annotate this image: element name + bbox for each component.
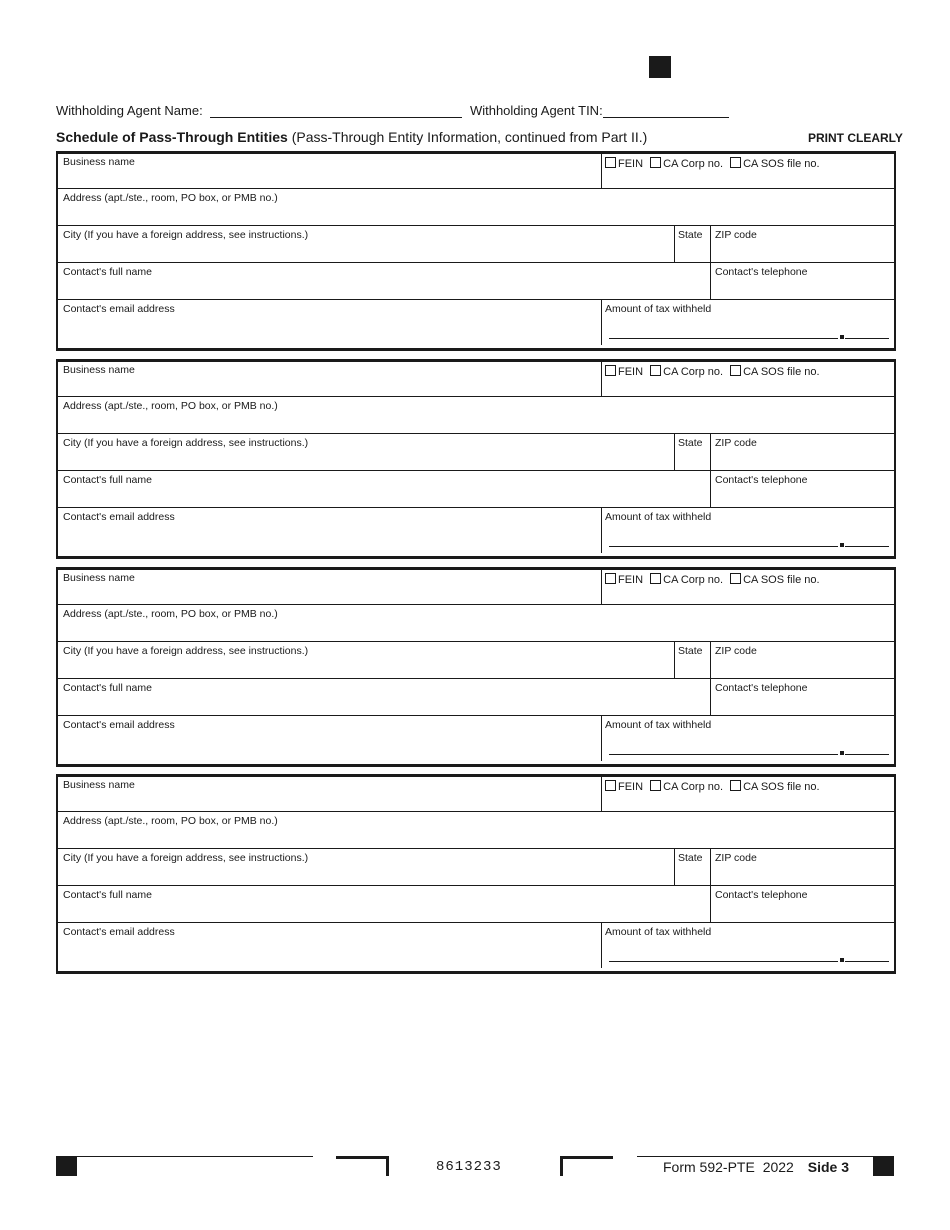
id-type-checkboxes xyxy=(602,777,894,811)
amount-dollars-line xyxy=(609,338,838,339)
registration-mark-bottom-right xyxy=(873,1156,894,1176)
contact-name-label: Contact's full name xyxy=(63,474,152,486)
state-field[interactable] xyxy=(675,434,710,470)
address-label: Address (apt./ste., room, PO box, or PMB no.) xyxy=(63,608,278,620)
city-label: City (If you have a foreign address, see instructions.) xyxy=(63,645,309,657)
fein-label: FEIN xyxy=(618,366,644,378)
ca-corp-checkbox[interactable] xyxy=(650,157,661,168)
zip-label: ZIP code xyxy=(715,645,757,657)
state-field[interactable] xyxy=(675,642,710,678)
ca-sos-checkbox[interactable] xyxy=(730,780,741,791)
ca-corp-label: CA Corp no. xyxy=(663,574,724,586)
amount-withheld-label: Amount of tax withheld xyxy=(605,303,712,315)
ca-corp-checkbox[interactable] xyxy=(650,365,661,376)
zip-field[interactable] xyxy=(711,226,894,262)
id-type-checkboxes xyxy=(602,570,894,604)
address-label: Address (apt./ste., room, PO box, or PMB no.) xyxy=(63,192,278,204)
ca-corp-label: CA Corp no. xyxy=(663,158,724,170)
fein-label: FEIN xyxy=(618,158,644,170)
decimal-point xyxy=(840,751,844,755)
entity-block xyxy=(56,774,896,974)
state-field[interactable] xyxy=(675,226,710,262)
state-label: State xyxy=(678,229,703,241)
address-field[interactable] xyxy=(58,812,894,848)
amount-withheld-label: Amount of tax withheld xyxy=(605,926,712,938)
entity-block xyxy=(56,567,896,767)
ca-corp-checkbox[interactable] xyxy=(650,573,661,584)
ca-corp-label: CA Corp no. xyxy=(663,781,724,793)
fein-checkbox[interactable] xyxy=(605,157,616,168)
address-label: Address (apt./ste., room, PO box, or PMB no.) xyxy=(63,400,278,412)
amount-cents-line xyxy=(845,754,889,755)
ca-sos-checkbox[interactable] xyxy=(730,573,741,584)
contact-name-field[interactable] xyxy=(58,471,710,507)
amount-cents-line xyxy=(845,961,889,962)
zip-label: ZIP code xyxy=(715,229,757,241)
ca-sos-label: CA SOS file no. xyxy=(743,574,820,586)
fein-checkbox[interactable] xyxy=(605,573,616,584)
barcode-number: 8613233 xyxy=(436,1159,502,1175)
ca-sos-label: CA SOS file no. xyxy=(743,366,820,378)
contact-phone-field[interactable] xyxy=(711,263,894,299)
entity-block xyxy=(56,151,896,351)
address-label: Address (apt./ste., room, PO box, or PMB no.) xyxy=(63,815,278,827)
form-year: 2022 xyxy=(762,1159,794,1175)
footer-rule-right xyxy=(637,1156,873,1157)
business-name-label: Business name xyxy=(63,156,135,168)
contact-email-label: Contact's email address xyxy=(63,303,175,315)
city-label: City (If you have a foreign address, see instructions.) xyxy=(63,229,309,241)
amount-cents-line xyxy=(845,546,889,547)
zip-field[interactable] xyxy=(711,642,894,678)
id-type-checkboxes xyxy=(602,362,894,396)
ca-sos-label: CA SOS file no. xyxy=(743,158,820,170)
corner-mark-right xyxy=(560,1156,613,1176)
registration-mark-top xyxy=(649,56,671,78)
contact-name-field[interactable] xyxy=(58,886,710,922)
contact-email-field[interactable] xyxy=(58,300,601,345)
address-field[interactable] xyxy=(58,189,894,225)
amount-dollars-line xyxy=(609,546,838,547)
contact-email-label: Contact's email address xyxy=(63,926,175,938)
decimal-point xyxy=(840,958,844,962)
business-name-field[interactable] xyxy=(58,153,601,188)
schedule-title-rest: (Pass-Through Entity Information, continued from Part II.) xyxy=(287,129,648,145)
contact-name-field[interactable] xyxy=(58,263,710,299)
agent-name-label: Withholding Agent Name: xyxy=(56,103,203,118)
business-name-label: Business name xyxy=(63,779,135,791)
fein-checkbox[interactable] xyxy=(605,780,616,791)
amount-withheld-label: Amount of tax withheld xyxy=(605,511,712,523)
business-name-label: Business name xyxy=(63,364,135,376)
contact-name-label: Contact's full name xyxy=(63,889,152,901)
form-name: Form 592-PTE xyxy=(663,1159,755,1175)
state-label: State xyxy=(678,852,703,864)
id-type-checkboxes xyxy=(602,154,894,188)
contact-email-field[interactable] xyxy=(58,508,601,553)
state-label: State xyxy=(678,437,703,449)
business-name-field[interactable] xyxy=(58,569,601,604)
city-label: City (If you have a foreign address, see instructions.) xyxy=(63,852,309,864)
form-side: Side 3 xyxy=(807,1159,849,1175)
contact-name-label: Contact's full name xyxy=(63,266,152,278)
contact-email-field[interactable] xyxy=(58,716,601,761)
amount-withheld-field[interactable] xyxy=(602,300,894,345)
schedule-title xyxy=(56,129,647,145)
ca-sos-label: CA SOS file no. xyxy=(743,781,820,793)
business-name-field[interactable] xyxy=(58,361,601,396)
city-field[interactable] xyxy=(58,226,674,262)
contact-phone-label: Contact's telephone xyxy=(715,474,808,486)
amount-withheld-field[interactable] xyxy=(602,508,894,553)
amount-withheld-label: Amount of tax withheld xyxy=(605,719,712,731)
city-field[interactable] xyxy=(58,642,674,678)
address-field[interactable] xyxy=(58,397,894,433)
contact-email-label: Contact's email address xyxy=(63,511,175,523)
agent-tin-field[interactable] xyxy=(603,103,729,118)
state-field[interactable] xyxy=(675,849,710,885)
footer-rule-left xyxy=(77,1156,313,1157)
contact-phone-field[interactable] xyxy=(711,679,894,715)
form-footer-label xyxy=(663,1159,849,1175)
address-field[interactable] xyxy=(58,605,894,641)
contact-phone-field[interactable] xyxy=(711,471,894,507)
amount-dollars-line xyxy=(609,961,838,962)
zip-field[interactable] xyxy=(711,849,894,885)
zip-field[interactable] xyxy=(711,434,894,470)
ca-corp-checkbox[interactable] xyxy=(650,780,661,791)
ca-sos-checkbox[interactable] xyxy=(730,365,741,376)
registration-mark-bottom-left xyxy=(56,1156,77,1176)
city-label: City (If you have a foreign address, see instructions.) xyxy=(63,437,309,449)
agent-tin-label: Withholding Agent TIN: xyxy=(469,103,603,118)
contact-name-label: Contact's full name xyxy=(63,682,152,694)
amount-withheld-field[interactable] xyxy=(602,923,894,968)
schedule-title-bold: Schedule of Pass-Through Entities xyxy=(56,129,288,145)
decimal-point xyxy=(840,335,844,339)
amount-dollars-line xyxy=(609,754,838,755)
zip-label: ZIP code xyxy=(715,437,757,449)
fein-label: FEIN xyxy=(618,574,644,586)
contact-phone-label: Contact's telephone xyxy=(715,889,808,901)
corner-mark-left xyxy=(336,1156,389,1176)
contact-phone-label: Contact's telephone xyxy=(715,266,808,278)
contact-phone-field[interactable] xyxy=(711,886,894,922)
amount-withheld-field[interactable] xyxy=(602,716,894,761)
state-label: State xyxy=(678,645,703,657)
print-clearly-note: PRINT CLEARLY xyxy=(808,131,903,145)
ca-sos-checkbox[interactable] xyxy=(730,157,741,168)
zip-label: ZIP code xyxy=(715,852,757,864)
agent-name-field[interactable] xyxy=(210,103,462,118)
ca-corp-label: CA Corp no. xyxy=(663,366,724,378)
city-field[interactable] xyxy=(58,849,674,885)
withholding-agent-header xyxy=(56,103,729,118)
contact-phone-label: Contact's telephone xyxy=(715,682,808,694)
fein-label: FEIN xyxy=(618,781,644,793)
business-name-label: Business name xyxy=(63,572,135,584)
contact-name-field[interactable] xyxy=(58,679,710,715)
amount-cents-line xyxy=(845,338,889,339)
contact-email-field[interactable] xyxy=(58,923,601,968)
contact-email-label: Contact's email address xyxy=(63,719,175,731)
business-name-field[interactable] xyxy=(58,776,601,811)
fein-checkbox[interactable] xyxy=(605,365,616,376)
decimal-point xyxy=(840,543,844,547)
entity-block xyxy=(56,359,896,559)
city-field[interactable] xyxy=(58,434,674,470)
